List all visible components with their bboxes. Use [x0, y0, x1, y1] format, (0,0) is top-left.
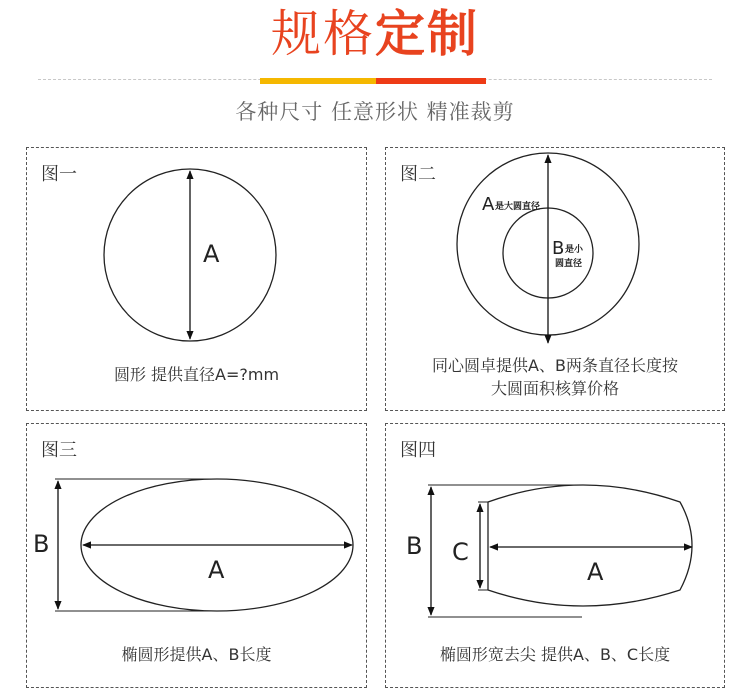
accent-bar-red: [376, 78, 486, 84]
page-title: [0, 4, 750, 64]
dim-b-note-2: 圆直径: [555, 259, 583, 269]
panel-label: 图四: [400, 440, 436, 461]
panel-ellipse: [26, 423, 367, 688]
dim-a-label: A: [208, 556, 225, 584]
dim-a-note: 是大圆直径: [495, 202, 541, 212]
panel-circle: [26, 147, 367, 411]
panel-concentric: [385, 147, 725, 411]
panel-label: 图一: [41, 164, 77, 185]
dim-c-label: C: [452, 538, 469, 566]
panel-caption: 圆形 提供直径A=?mm: [113, 365, 280, 384]
dim-a-label: A: [203, 240, 220, 268]
panel-label: 图二: [400, 164, 436, 185]
dim-a-label: A: [482, 194, 495, 215]
dim-b-note-1: 是小: [565, 245, 584, 255]
panel-truncated-ellipse: [385, 423, 725, 688]
dim-b-label: B: [33, 530, 50, 558]
dim-a-label: A: [587, 558, 604, 586]
truncated-ellipse-shape: [488, 485, 692, 606]
accent-bar-yellow: [260, 78, 376, 84]
panel-caption: [386, 354, 724, 400]
title-part-2: 定制: [375, 5, 479, 63]
dim-b-label: B: [406, 532, 423, 560]
caption-line-1: 同心圆卓提供A、B两条直径长度按: [432, 356, 678, 375]
page-subtitle: 各种尺寸 任意形状 精准裁剪: [235, 100, 515, 124]
dim-b-label: B: [552, 238, 565, 259]
panel-caption: 椭圆形宽去尖 提供A、B、C长度: [439, 645, 671, 664]
caption-line-2: 大圆面积核算价格: [490, 379, 619, 398]
panel-label: 图三: [41, 440, 77, 461]
title-part-1: 规格: [271, 5, 375, 63]
panel-caption: 椭圆形提供A、B长度: [121, 645, 272, 664]
